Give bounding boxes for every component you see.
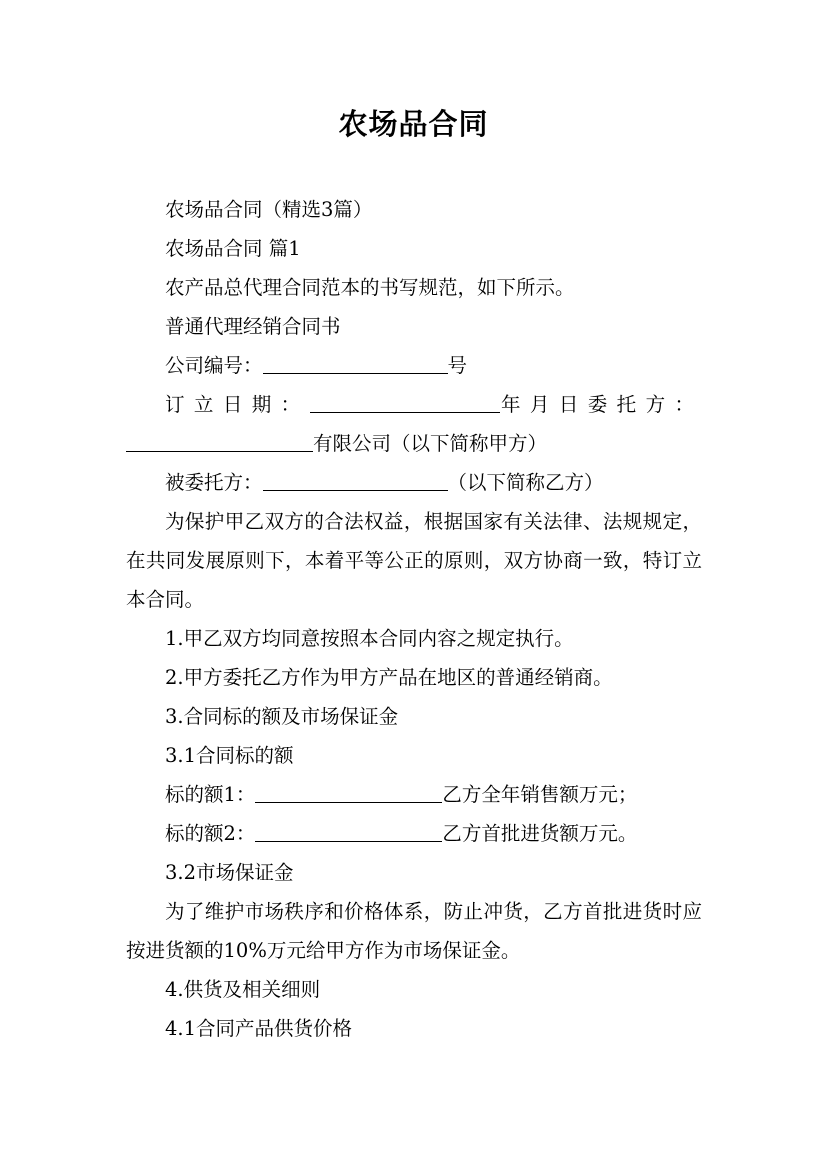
company-number-suffix: 号 — [447, 354, 468, 377]
paragraph-intro: 农产品总代理合同范本的书写规范，如下所示。 — [165, 276, 575, 299]
target-amount-1-label: 标的额1： — [165, 783, 256, 806]
company-number-blank — [263, 353, 448, 374]
paragraph-clause-4-1: 4.1合同产品供货价格 — [165, 1017, 353, 1040]
paragraph-contract-name: 普通代理经销合同书 — [165, 315, 341, 338]
signing-date-blank — [310, 392, 500, 413]
paragraph-signing-date — [126, 385, 702, 424]
paragraph-clause-4: 4.供货及相关细则 — [165, 978, 321, 1001]
document-body — [126, 190, 702, 1048]
paragraph-clause-3: 3.合同标的额及市场保证金 — [165, 705, 399, 728]
paragraph-target-amount-2 — [126, 814, 702, 853]
client-suffix: 有限公司（以下简称甲方） — [313, 432, 548, 455]
document-title: 农场品合同 — [338, 107, 489, 141]
paragraph-target-amount-1 — [126, 775, 702, 814]
target-amount-2-suffix: 乙方首批进货额万元。 — [442, 822, 638, 845]
paragraph-clause-1: 1.甲乙双方均同意按照本合同内容之规定执行。 — [165, 627, 574, 650]
target-amount-1-blank — [255, 782, 442, 803]
paragraph-section-heading: 农场品合同 篇1 — [165, 237, 301, 260]
paragraph-purpose: 为保护甲乙双方的合法权益，根据国家有关法律、法规规定，在共同发展原则下，本着平等公正的原则，双方协商一致，特订立本合同。 — [126, 510, 702, 611]
agent-name-blank — [263, 470, 448, 491]
company-number-label: 公司编号： — [165, 354, 263, 377]
paragraph-clause-2: 2.甲方委托乙方作为甲方产品在地区的普通经销商。 — [165, 666, 613, 689]
paragraph-deposit: 为了维护市场秩序和价格体系，防止冲货，乙方首批进货时应按进货额的10%万元给甲方作为市场保证金。 — [126, 900, 702, 962]
agent-label: 被委托方： — [165, 471, 263, 494]
agent-suffix: （以下简称乙方） — [447, 471, 604, 494]
target-amount-1-suffix: 乙方全年销售额万元； — [442, 783, 638, 806]
paragraph-subtitle: 农场品合同（精选3篇） — [165, 198, 373, 221]
client-name-blank — [126, 431, 313, 452]
paragraph-company-number — [126, 346, 702, 385]
paragraph-clause-3-2: 3.2市场保证金 — [165, 861, 294, 884]
paragraph-clause-3-1: 3.1合同标的额 — [165, 744, 294, 767]
target-amount-2-label: 标的额2： — [165, 822, 256, 845]
paragraph-client — [126, 424, 702, 463]
paragraph-agent — [126, 463, 702, 502]
signing-date-label: 订立日期： — [165, 393, 310, 416]
signing-date-suffix: 年月日委托方： — [499, 393, 702, 416]
target-amount-2-blank — [255, 821, 442, 842]
